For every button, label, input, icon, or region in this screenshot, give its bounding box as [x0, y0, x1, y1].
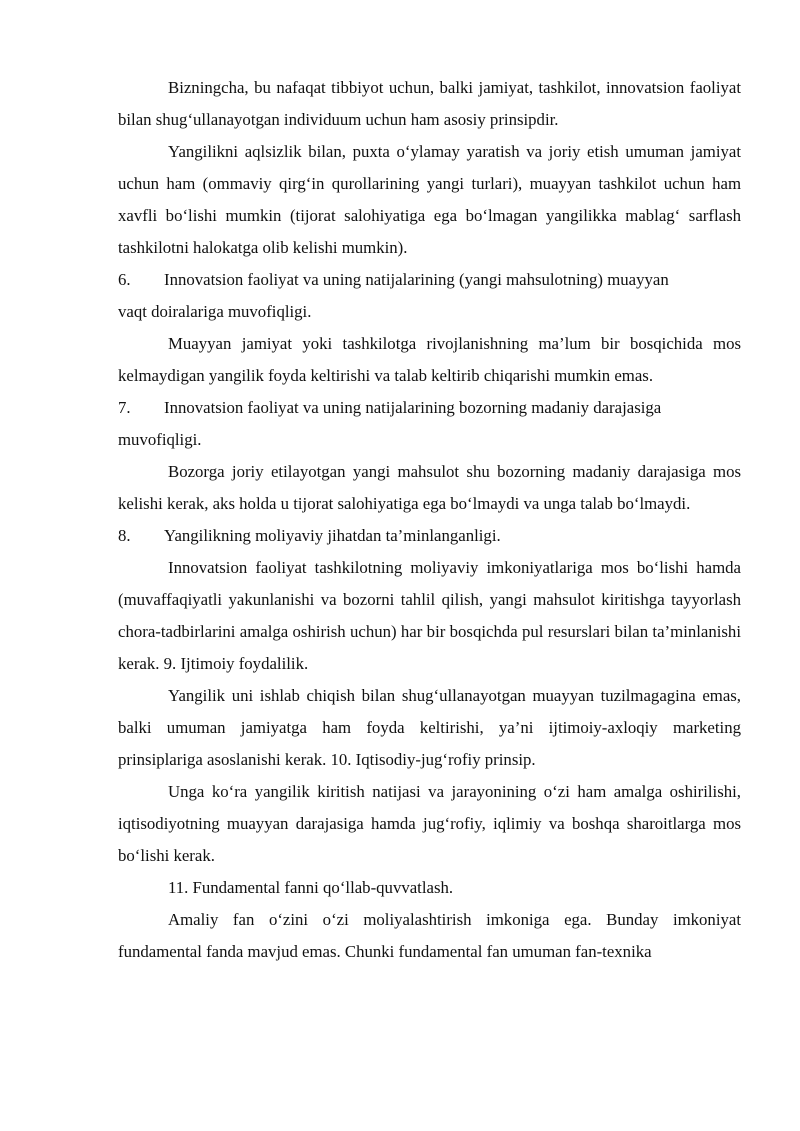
- paragraph-social-benefit: Yangilik uni ishlab chiqish bilan shug‘ullanayotgan muayyan tuzilmagagina emas, balki umuman jamiyatga ham foyda keltirishi, ya’ni ijtimoiy-axloqiy marketing prinsiplariga asoslanishi kerak. 10. Iqtisodiy-jug‘rofiy prinsip.: [118, 686, 741, 769]
- list-item-8: [118, 520, 741, 552]
- paragraph-economic-geographic: Unga ko‘ra yangilik kiritish natijasi va jarayonining o‘zi ham amalga oshirilishi, iqtisodiyotning muayyan darajasiga hamda jug‘rofiy, iqlimiy va boshqa sharoitlarga mos bo‘lishi kerak.: [118, 782, 741, 865]
- list-item-heading: Yangilikning moliyaviy jihatdan ta’minlanganligi.: [164, 526, 501, 545]
- list-item-6: [118, 264, 741, 296]
- list-item-heading-continuation: muvofiqligi.: [118, 430, 202, 449]
- list-item-heading-continuation: vaqt doiralariga muvofiqligi.: [118, 302, 312, 321]
- list-item-number: 6.: [118, 270, 131, 289]
- paragraph-time-fit: Muayyan jamiyat yoki tashkilotga rivojlanishning ma’lum bir bosqichida mos kelmaydigan yangilik foyda keltirishi va talab keltirib chiqarishi mumkin emas.: [118, 334, 741, 385]
- list-item-7: [118, 392, 741, 424]
- paragraph-financial-support: Innovatsion faoliyat tashkilotning moliyaviy imkoniyatlariga mos bo‘lishi hamda (muvaffaqiyatli yakunlanishi va bozorni tahlil qilish, yangi mahsulot kiritishga tayyorlash chora-tadbirlarini amalga oshirish uchun) har bir bosqichda pul resurslari bilan ta’minlanishi kerak. 9. Ijtimoiy foydalilik.: [118, 558, 741, 673]
- paragraph-principle-summary: Bizningcha, bu nafaqat tibbiyot uchun, balki jamiyat, tashkilot, innovatsion faoliyat bilan shug‘ullanayotgan individuum uchun ham asosiy prinsipdir.: [118, 78, 741, 129]
- paragraph-risk-of-innovation: Yangilikni aqlsizlik bilan, puxta o‘ylamay yaratish va joriy etish umuman jamiyat uchun ham (ommaviy qirg‘in qurollarining yangi turlari), muayyan tashkilot uchun ham xavfli bo‘lishi mumkin (tijorat salohiyatiga ega bo‘lmagan yangilikka mablag‘ sarflash tashkilotni halokatga olib kelishi mumkin).: [118, 142, 741, 257]
- list-item-number: 7.: [118, 398, 131, 417]
- list-item-heading: Innovatsion faoliyat va uning natijalarining bozorning madaniy darajasiga: [164, 398, 662, 417]
- paragraph-applied-science: Amaliy fan o‘zini o‘zi moliyalashtirish imkoniga ega. Bunday imkoniyat fundamental fanda mavjud emas. Chunki fundamental fan umuman fan-texnika: [118, 910, 741, 961]
- document-body: [118, 72, 741, 968]
- paragraph-market-culture: Bozorga joriy etilayotgan yangi mahsulot shu bozorning madaniy darajasiga mos kelishi kerak, aks holda u tijorat salohiyatiga ega bo‘lmaydi va unga talab bo‘lmaydi.: [118, 462, 741, 513]
- heading-fundamental-science: 11. Fundamental fanni qo‘llab-quvvatlash.: [168, 878, 454, 897]
- list-item-number: 8.: [118, 526, 131, 545]
- list-item-heading: Innovatsion faoliyat va uning natijalarining (yangi mahsulotning) muayyan: [164, 270, 669, 289]
